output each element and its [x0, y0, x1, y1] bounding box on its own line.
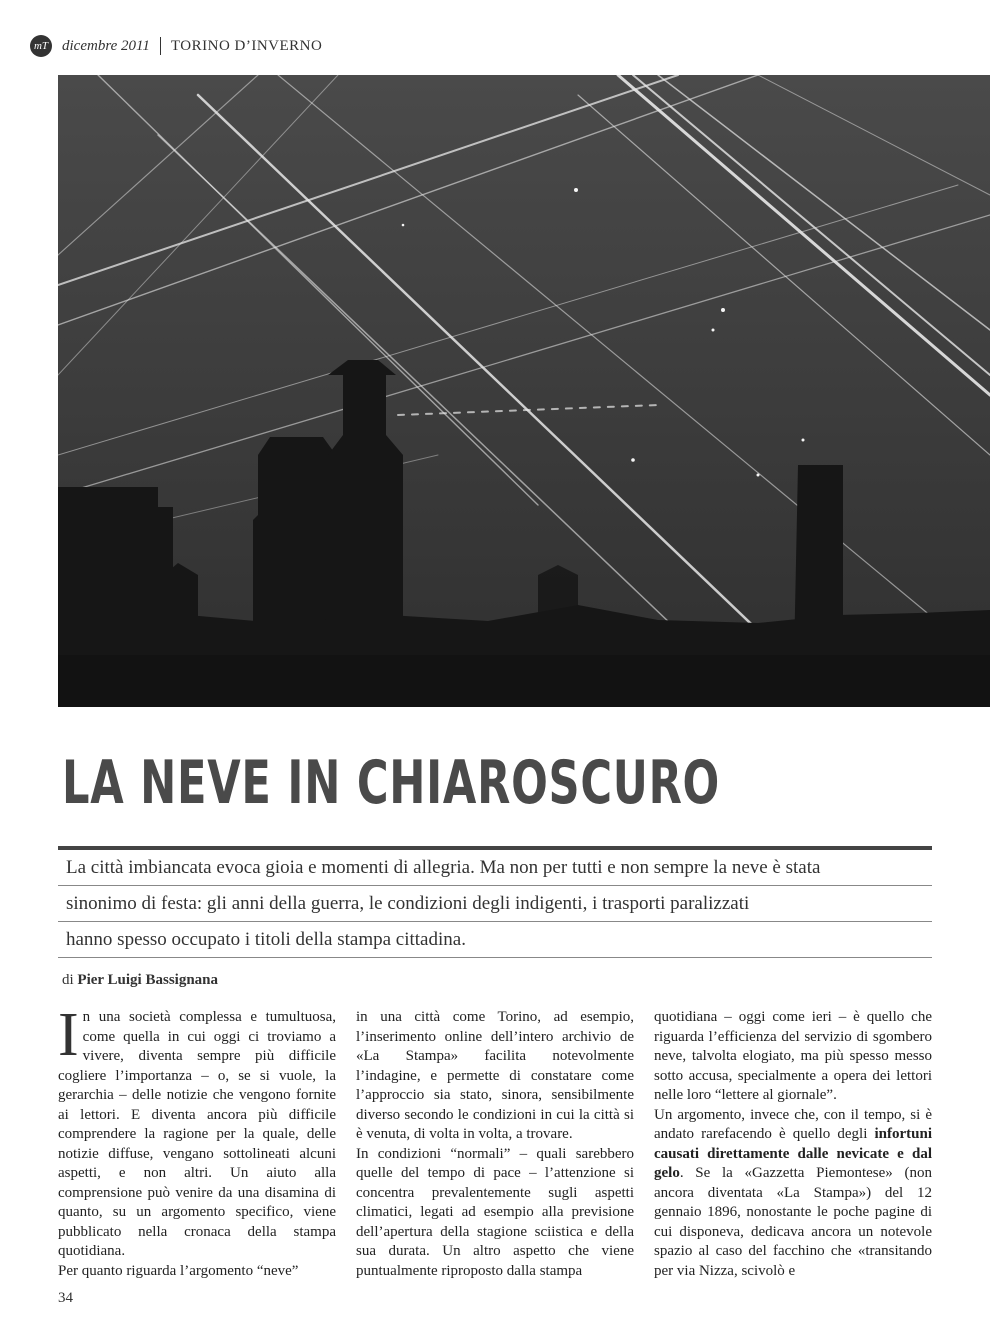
paragraph-text: Un argomento, invece che, con il tempo, si è andato rarefacendo è quello degli: [654, 1106, 932, 1142]
header-divider: [160, 37, 161, 55]
section-title: TORINO D’INVERNO: [170, 37, 323, 54]
author-name: Pier Luigi Bassignana: [77, 972, 219, 988]
issue-date: dicembre 2011: [62, 37, 150, 54]
article-title: LA NEVE IN CHIAROSCURO: [62, 748, 721, 818]
text-column-3: [654, 1008, 932, 1281]
paragraph-text: n una società complessa e tumultuosa, come quella in cui oggi ci troviamo a vivere, diventa sempre più difficile cogliere l’importanza – o, se si vuole, la gerarchia – delle notizie che vengono fornite ai lettori. E diventa ancora più difficile comprendere la ragione per la quale, delle notizie diffuse, vengano sottolineati alcuni aspetti, e non altri. Un aiuto alla comprensione può venire da una disamina di quanto, su un argomento specifico, viene pubblicato nella cronaca della stampa quotidiana.: [58, 1009, 336, 1259]
paragraph: quotidiana – oggi come ieri – è quello che riguarda l’efficienza del servizio di sgombero neve, talvolta elogiato, ma più spesso messo sotto accusa, specialmente a opera dei lettori nelle loro “lettere al giornale”.: [654, 1009, 932, 1103]
page-number: 34: [58, 1290, 73, 1306]
paragraph: [58, 1001, 336, 1262]
text-column-1: [58, 1001, 336, 1281]
night-sky-searchlights-photo: [58, 75, 990, 707]
paragraph: In condizioni “normali” – quali sarebbero quelle del tempo di pace – l’attenzione si concentra prevalentemente sugli aspetti climatici, legati ad esempio alla previsione dell’apertura della stagione sciistica e della sua durata. Un altro aspetto che viene puntualmente riproposto dalla stampa: [356, 1145, 634, 1279]
paragraph: [654, 1106, 932, 1282]
paragraph-text: . Se la «Gazzetta Piemontese» (non ancora diventata «La Stampa») del 12 gennaio 1896, nonostante le poche pagine di cui disponeva, dedicava ancora un notevole spazio al caso del facchino che «transitando per via Nizza, scivolò e: [654, 1165, 932, 1279]
lead-line: hanno spesso occupato i titoli della stampa cittadina.: [58, 922, 932, 958]
drop-cap: I: [58, 1001, 79, 1069]
lead-line: La città imbiancata evoca gioia e momenti di allegria. Ma non per tutti e non sempre la neve è stata: [58, 850, 932, 886]
paragraph: in una città come Torino, ad esempio, l’inserimento online dell’intero archivio de «La Stampa» facilita notevolmente l’indagine, e permette di constatare come l’approccio sia stato, sinora, sensibilmente diverso secondo le condizioni in cui la città si è venuta, di volta in volta, a trovare.: [356, 1009, 634, 1142]
lead-line: sinonimo di festa: gli anni della guerra, le condizioni degli indigenti, i trasporti paralizzati: [58, 886, 932, 922]
text-column-2: [356, 1008, 634, 1281]
magazine-logo: mT: [30, 35, 52, 57]
paragraph: Per quanto riguarda l’argomento “neve”: [58, 1262, 299, 1279]
byline-prefix: di: [62, 972, 74, 988]
bold-phrase: infortuni causati direttamente dalle nevicate e dal gelo: [654, 1126, 932, 1181]
lead-paragraph: [58, 846, 932, 958]
page-header: [30, 34, 322, 58]
byline: [62, 972, 218, 989]
